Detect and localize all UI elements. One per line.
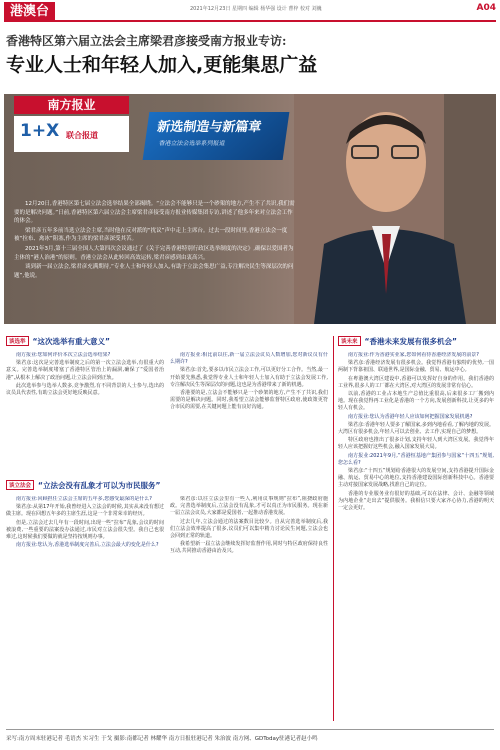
section-tag: 港澳台 xyxy=(4,2,55,21)
answer-paragraph: 香港的专业服务业有很好的基础,可以在法律、会计、金融等领域为内地企业“走出去”提供服务。我相信只要大家齐心协力,香港的明天一定会更好。 xyxy=(338,490,494,512)
section-2-header xyxy=(6,480,326,494)
header-rule xyxy=(4,20,496,22)
question-paragraph: 南方报业:2021年9月,“香港恒基地产集团参与国家“十四五”规划,您怎么看? xyxy=(338,452,494,466)
page-number: A04 xyxy=(476,3,496,13)
hero-photo xyxy=(4,94,496,324)
answer-paragraph: 此次选举参与选举人数多,竞争激烈,有不同背景的人士参与,选出的议员具代表性,有助立法会更好地反映民意。 xyxy=(6,382,164,397)
answer-paragraph: 梁君彦:香港年轻人要多了解国家,多到内地看看,了解内地的发展。大湾区有很多机会,年轻人可以去创业、去工作,实现自己的梦想。 xyxy=(338,421,494,436)
answer-paragraph: 梁君彦:以往立法会里有一些人,利用议事规则“拉布”,阻挠政府施政。完善选举制度后,立法会没有乱象,才可以真正为市民服务。现在新一届立法会议员,大家都是爱国者,一起推动香港发展。 xyxy=(170,496,328,517)
portrait-photo xyxy=(294,94,496,324)
section-1-col-1 xyxy=(6,352,164,464)
answer-paragraph: 梁君彦:“十四五”规划给香港很大的发展空间,支持香港提升国际金融、航运、贸易中心的地位,支持香港建设国际创新科技中心。香港要主动对接国家发展战略,找准自己的定位。 xyxy=(338,468,494,489)
question-paragraph: 南方报业:回顾担任立法会主席的五年多,您感受最深的是什么? xyxy=(16,496,152,502)
answer-paragraph: 梁君彦:从第17年开始,我曾经进入立法会的时候,其实从来没有想过做主席。现在回想五年多的主席生涯,这是一个非常荣幸的经历。 xyxy=(6,504,164,518)
section-3-title: “香港未来发展有很多机会” xyxy=(364,337,457,346)
section-label: 谈立法会 xyxy=(6,480,34,490)
logo-badge xyxy=(14,116,129,152)
section-1-col-2 xyxy=(170,352,328,464)
logo-title: 南方报业 xyxy=(14,96,129,114)
section-3-column xyxy=(338,352,494,722)
question-paragraph: 南方报业:相比前以往,新一届立法会议员人数增加,您对新议员有什么期许? xyxy=(170,352,328,366)
logo-joint-label: 联合报道 xyxy=(66,131,98,140)
logo-one-plus-x: 1+X xyxy=(20,121,60,141)
column-divider xyxy=(333,336,334,721)
question-paragraph: 南方报业:您认为香港年轻人应该如何把握国家发展机遇? xyxy=(348,413,473,420)
caption-paragraph: 梁君彦五年多前当选立法会主席,当时他在反对派的“扰议”声中走上主席台。过去一段时间里,香港立法会一度被“拉布、禽冰”阻塞,作为主席的梁君彦深受其苦。 xyxy=(14,227,288,243)
section-2-col-2 xyxy=(170,496,328,720)
article-subtitle: 香港特区第六届立法会主席梁君彦接受南方报业专访: xyxy=(6,34,287,48)
issue-meta: 2021年12月23日 星期四 编辑 杨华强 设计 曹梓 校对 刘巍 xyxy=(190,6,322,12)
answer-paragraph: 以前,香港的工业占本地生产总值比重很高,后来很多工厂搬到内地。现在我觉得再工业化是香港的一个方向,发展创新科技,让更多的年轻人有机会。 xyxy=(338,391,494,412)
article-headline: 专业人士和年轻人加入,更能集思广益 xyxy=(6,54,318,76)
nanfang-logo xyxy=(14,96,129,182)
answer-paragraph: 但是,立法会过去几年有一段时间,出现一些“拉布”乱象,会议的时间被浪费,一些重要的法案没办法通过,市民对立法会很失望。我自己也很难过,这时候我们要做的就是坚持按规则办事。 xyxy=(6,519,164,541)
section-label: 谈选举 xyxy=(6,336,29,346)
answer-paragraph: 过去几年,立法会通过的法案数目比较少。自从完善选举制度后,我们立法会效率提高了很多,议员们可以集中精力讨论民生问题,立法会也会回到正常的轨道。 xyxy=(170,518,328,540)
section-2-title: “立法会没有乱象才可以为市民服务” xyxy=(38,481,161,490)
series-banner xyxy=(143,112,290,160)
answer-paragraph: 梁君彦:这次是完善选举制度之后的第一次立法会选举,有很重大的意义。完善选举制度堵塞了香港特区管治上的漏洞,确保了“爱国者治港”,从根本上解决了政治问题,让立法会回到正轨。 xyxy=(6,360,164,381)
answer-paragraph: 我希望新一届立法会继续发挥好监督作用,同时与特区政府保持良性互动,共同推动香港由治及兴。 xyxy=(170,541,328,555)
caption-paragraph: 12月20日,香港特区第七届立法会选举结果全部揭晓。“立法会不能够只是一个砂架的地方,产生不了共识,我们需要的是解决问题。”日前,香港特区第六届立法会主席梁君彦接受南方报业传媒集团专访,讲述了他多年来对立法会工作的体会。 xyxy=(14,201,295,225)
section-2-col-1 xyxy=(6,496,164,720)
question-paragraph: 南方报业:您如何评价本次立法会选举结果? xyxy=(16,352,111,358)
caption-paragraph: 谈到新一届立法会,梁君彦充满期待,“专业人士和年轻人加入,有助于立法会集思广益,专注解决民生等深层次的问题”,他说。 xyxy=(14,264,294,279)
answer-paragraph: 香港要的是,立法会不能够只是一个砂架的地方,产生不了共识,我们需要的是解决问题。同时,我希望立法会能够监督特区政府,使政策更符合市民的需要,在关键问题上能有良好沟通。 xyxy=(170,390,328,411)
caption-paragraph: 2021年3月,第十三届全国人大第四次会议通过了《关于完善香港特别行政区选举制度的决定》,确保以爱国者为主体的“港人治港”的原则。香港立法会从此转回高效运转,梁君彦感到由衷高兴。 xyxy=(14,245,294,261)
question-paragraph: 南方报业:作为香港实业家,您如何看待香港经济发展的前景? xyxy=(348,352,479,358)
byline-footer: 采写:南方周末驻港记者 毛语杰 实习生 于戈 摄影:南都记者 林耀华 南方日报驻港记者 朱治波 南方网、GDToday驻港记者赵小鸣 xyxy=(6,729,494,742)
page-header xyxy=(0,0,500,22)
hero-caption xyxy=(14,200,296,281)
section-1-title: “这次选举有重大意义” xyxy=(32,337,110,346)
answer-paragraph: 特区政府也推出了很多计划,支持年轻人到大湾区发展。我觉得年轻人应该把握好这些机会,融入国家发展大局。 xyxy=(338,437,494,451)
answer-paragraph: 在粤港澳大湾区建设中,香港可以发挥好自身的作用。我们香港的工业界,很多人的工厂都在大湾区,对大湾区的发展非常有信心。 xyxy=(338,375,494,389)
section-label: 谈未来 xyxy=(338,336,361,346)
section-3-header xyxy=(338,336,496,350)
question-paragraph: 南方报业:您认为,香港选举制度完善后,立法会最大的变化是什么? xyxy=(16,542,159,549)
section-1-header xyxy=(6,336,326,350)
banner-title: 新选制造与新篇章 xyxy=(156,120,263,135)
answer-paragraph: 梁君彦:首先,要多以市民立法会工作,可以更好分工合作。当然,最一开始要先熟悉,我觉得专业人士和年轻人士加入有助于立法会发展工作,专注解决民生等深层次的问题,这也是为香港带来了新的机遇。 xyxy=(170,367,328,388)
banner-subtitle: 香港立法会选举系列报道 xyxy=(158,140,226,147)
answer-paragraph: 梁君彦:香港经济发展有很多机会。我觉得香港有独特的优势,一国两制下背靠祖国、联通世界,是国际金融、贸易、航运中心。 xyxy=(338,360,494,374)
